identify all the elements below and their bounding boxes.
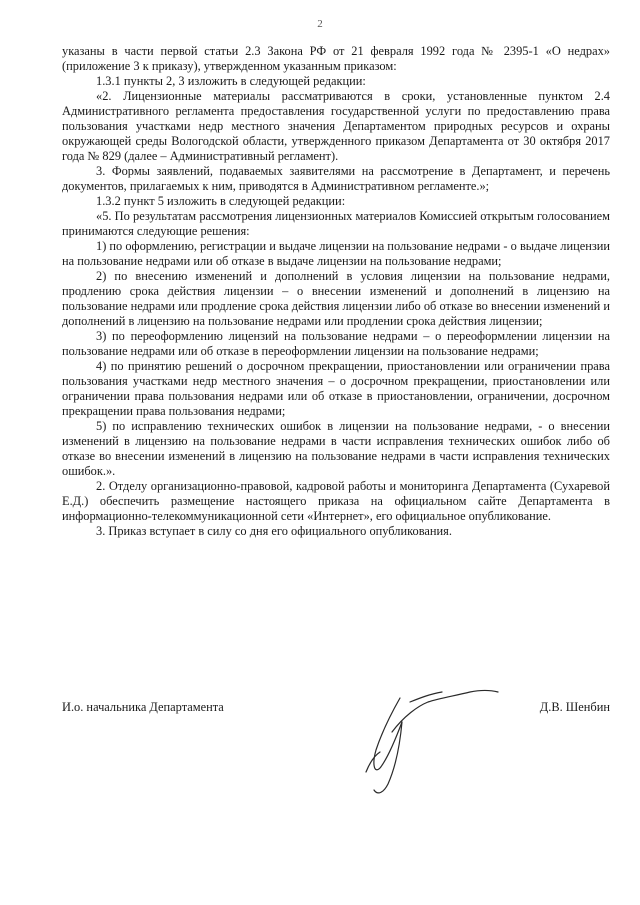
paragraph: 1) по оформлению, регистрации и выдаче лицензии на пользование недрами - о выдаче лицензии на пользование недрами или об отказе в выдаче лицензии на пользование недрами; [62,239,610,268]
paragraph: 5) по исправлению технических ошибок в лицензии на пользование недрами, - о внесении изменений в лицензию на пользование недрами в части исправления технических ошибок либо об отказе во внесении изменений в лицензию на пользование недрами в части исправления технических ошибок.». [62,419,610,478]
paragraph: 4) по принятию решений о досрочном прекращении, приостановлении или ограничении права пользования участками недр местного значения – о досрочном прекращении, приостановлении или ограничении права пользования недрами или об отказе в приостановлении, ограничении, досрочном прекращении права пользования недрами; [62,359,610,418]
paragraph: 2. Отделу организационно-правовой, кадровой работы и мониторинга Департамента (Сухаревой Е.Д.) обеспечить размещение настоящего приказа на официальном сайте Департамента в информационно-телекоммуникационной сети «Интернет», его официальное опубликование. [62,479,610,523]
paragraph: 1.3.1 пункты 2, 3 изложить в следующей редакции: [96,74,366,88]
paragraph: 3. Приказ вступает в силу со дня его официального опубликования. [96,524,452,538]
paragraph: 3. Формы заявлений, подаваемых заявителями на рассмотрение в Департамент, и перечень документов, прилагаемых к ним, приводятся в Административном регламенте.»; [62,164,610,193]
handwritten-signature-icon [330,672,530,802]
paragraph: «2. Лицензионные материалы рассматриваются в сроки, установленные пунктом 2.4 Административного регламента предоставления государственной услуги по предоставлению права пользования участками недр местного значения Департаментом природных ресурсов и охраны окружающей среды Вологодской области, утвержденного приказом Департамента от 30 октября 2017 года № 829 (далее – Административный регламент). [62,89,610,163]
document-body [62,44,610,539]
paragraph: «5. По результатам рассмотрения лицензионных материалов Комиссией открытым голосованием принимаются следующие решения: [62,209,610,238]
page-number: 2 [317,18,323,30]
signatory-position: И.о. начальника Департамента [62,700,224,714]
paragraph: 1.3.2 пункт 5 изложить в следующей редакции: [96,194,346,208]
paragraph: 3) по переоформлению лицензий на пользование недрами – о переоформлении лицензии на пользование недрами или об отказе в переоформлении лицензии на пользование недрами; [62,329,610,358]
signatory-name: Д.В. Шенбин [539,700,610,714]
paragraph: указаны в части первой статьи 2.3 Закона РФ от 21 февраля 1992 года № 2395-1 «О недрах» (приложение 3 к приказу), утвержденном указанным приказом: [62,44,610,73]
paragraph: 2) по внесению изменений и дополнений в условия лицензии на пользование недрами, продлению срока действия лицензии – о внесении изменений и дополнений в лицензию на пользование недрами или продление срока действия лицензии либо об отказе во внесении изменений и дополнений в лицензию на пользование недрами или продлении срока действия лицензии; [62,269,610,328]
